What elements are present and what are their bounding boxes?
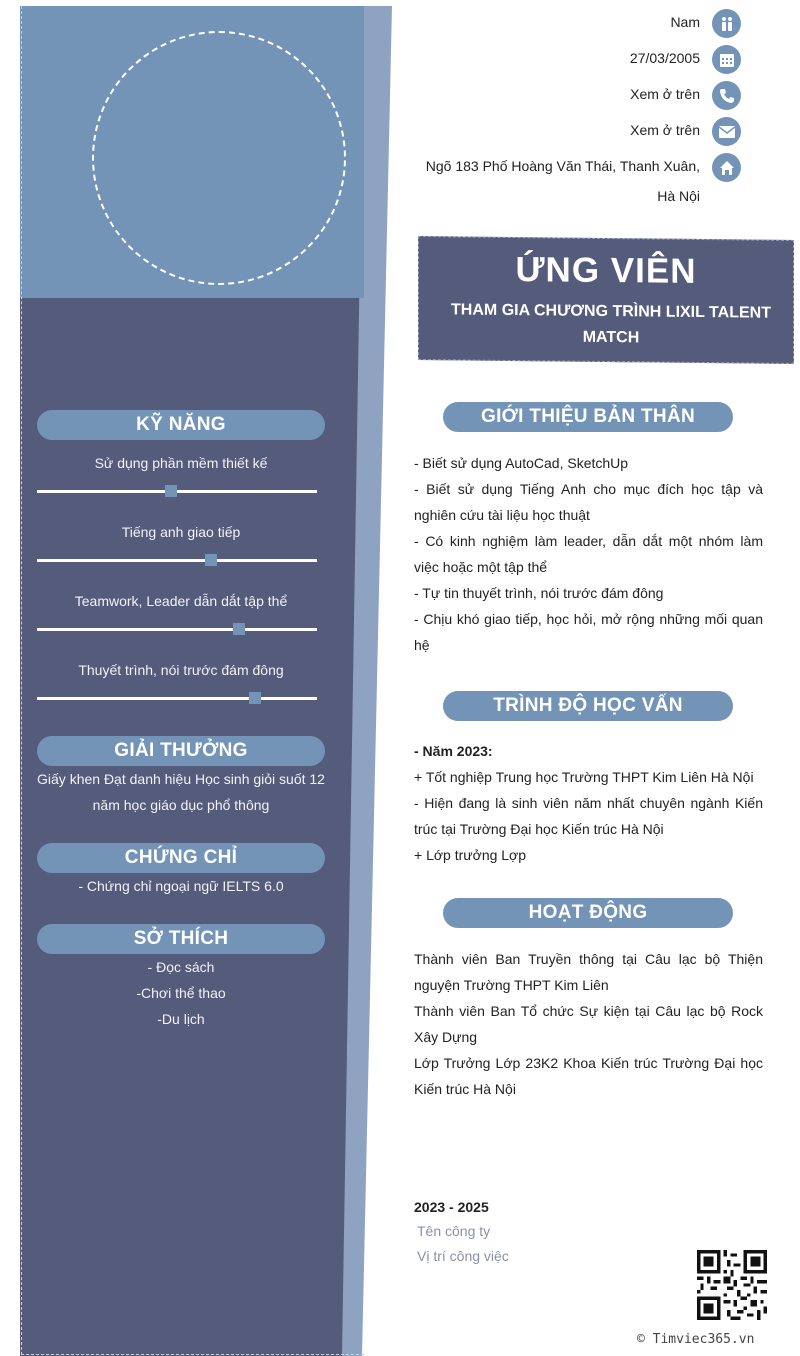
activities-heading: HOẠT ĐỘNG: [443, 898, 733, 928]
list-item: Thành viên Ban Tổ chức Sự kiện tại Câu lạc bộ Rock Xây Dựng: [414, 1003, 763, 1045]
award-line-1: Giấy khen Đạt danh hiệu Học sinh giỏi suốt 12: [37, 771, 325, 787]
phone-icon: [712, 81, 741, 110]
list-item: + Tốt nghiệp Trung học Trường THPT Kim Liên Hà Nội: [414, 769, 754, 785]
award-line-2: năm học giáo dục phổ thông: [92, 797, 270, 813]
email-value: Xem ở trên: [630, 122, 700, 138]
experience-position[interactable]: Vị trí công việc: [417, 1248, 509, 1264]
qr-code-icon: [697, 1250, 767, 1320]
experience-period: 2023 - 2025: [414, 1199, 489, 1215]
hobby-item: -Chơi thể thao: [136, 985, 226, 1001]
list-item: - Hiện đang là sinh viên năm nhất chuyên ngành Kiến trúc tại Trường Đại học Kiến trúc Hà Nội: [414, 795, 763, 837]
education-list: [414, 738, 763, 868]
list-item: - Tự tin thuyết trình, nói trước đám đông: [414, 585, 664, 601]
candidate-name: ỨNG VIÊN: [515, 250, 697, 291]
skill-bar-presentation: [37, 697, 317, 700]
email-icon: [712, 117, 741, 146]
skill-label-english: Tiếng anh giao tiếp: [121, 524, 241, 540]
education-heading: TRÌNH ĐỘ HỌC VẤN: [443, 691, 733, 721]
list-item: + Lớp trưởng Lợp: [414, 847, 527, 863]
skill-bar-teamwork: [37, 628, 317, 631]
phone-value: Xem ở trên: [630, 86, 700, 102]
home-icon: [712, 153, 741, 182]
hobbies-heading: SỞ THÍCH: [37, 924, 325, 954]
objective-line-2: MATCH: [582, 328, 640, 347]
hobby-item: -Du lịch: [157, 1011, 205, 1027]
skill-level-thumb[interactable]: [165, 485, 177, 497]
certificates-heading: CHỨNG CHỈ: [37, 843, 325, 873]
list-item: - Có kinh nghiệm làm leader, dẫn dắt một nhóm làm việc hoặc một tập thể: [414, 533, 763, 575]
photo-area: [20, 6, 364, 298]
list-item: - Biết sử dụng AutoCad, SketchUp: [414, 455, 629, 471]
skill-label-presentation: Thuyết trình, nói trước đám đông: [78, 662, 284, 678]
skill-label-teamwork: Teamwork, Leader dẫn dắt tập thể: [74, 593, 288, 609]
list-item: Thành viên Ban Truyền thông tại Câu lạc bộ Thiện nguyện Trường THPT Kim Liên: [414, 951, 763, 993]
address-line-1: Ngõ 183 Phố Hoàng Văn Thái, Thanh Xuân,: [425, 158, 700, 174]
objective: [449, 297, 773, 352]
intro-list: [414, 450, 763, 658]
skill-level-thumb[interactable]: [249, 692, 261, 704]
education-year: - Năm 2023:: [414, 743, 493, 759]
address-line-2: Hà Nội: [657, 188, 700, 204]
hobby-item: - Đọc sách: [147, 959, 215, 975]
gender-icon: [712, 9, 741, 38]
objective-line-1: THAM GIA CHƯƠNG TRÌNH LIXIL TALENT: [451, 301, 771, 322]
list-item: - Biết sử dụng Tiếng Anh cho mục đích học tập và nghiên cứu tài liệu học thuật: [414, 481, 763, 523]
header-title-box: [418, 236, 794, 364]
skill-bar-design-software: [37, 490, 317, 493]
copyright-text: © Timviec365.vn: [637, 1332, 755, 1347]
intro-heading: GIỚI THIỆU BẢN THÂN: [443, 402, 733, 432]
list-item: - Chịu khó giao tiếp, học hỏi, mở rộng những mối quan hệ: [414, 611, 763, 653]
skills-heading: KỸ NĂNG: [37, 410, 325, 440]
certificate-item: - Chứng chỉ ngoại ngữ IELTS 6.0: [78, 878, 284, 894]
list-item: Lớp Trưởng Lớp 23K2 Khoa Kiến trúc Trường Đại học Kiến trúc Hà Nội: [414, 1055, 763, 1097]
calendar-icon: [712, 45, 741, 74]
experience-company[interactable]: Tên công ty: [417, 1223, 491, 1239]
skill-level-thumb[interactable]: [205, 554, 217, 566]
gender-value: Nam: [670, 14, 700, 30]
activities-list: [414, 946, 763, 1102]
skill-level-thumb[interactable]: [233, 623, 245, 635]
awards-heading: GIẢI THƯỞNG: [37, 736, 325, 766]
skill-bar-english: [37, 559, 317, 562]
avatar-placeholder[interactable]: [92, 31, 346, 285]
skill-label-design-software: Sử dụng phần mềm thiết kế: [94, 455, 268, 471]
birthdate-value: 27/03/2005: [629, 50, 700, 66]
